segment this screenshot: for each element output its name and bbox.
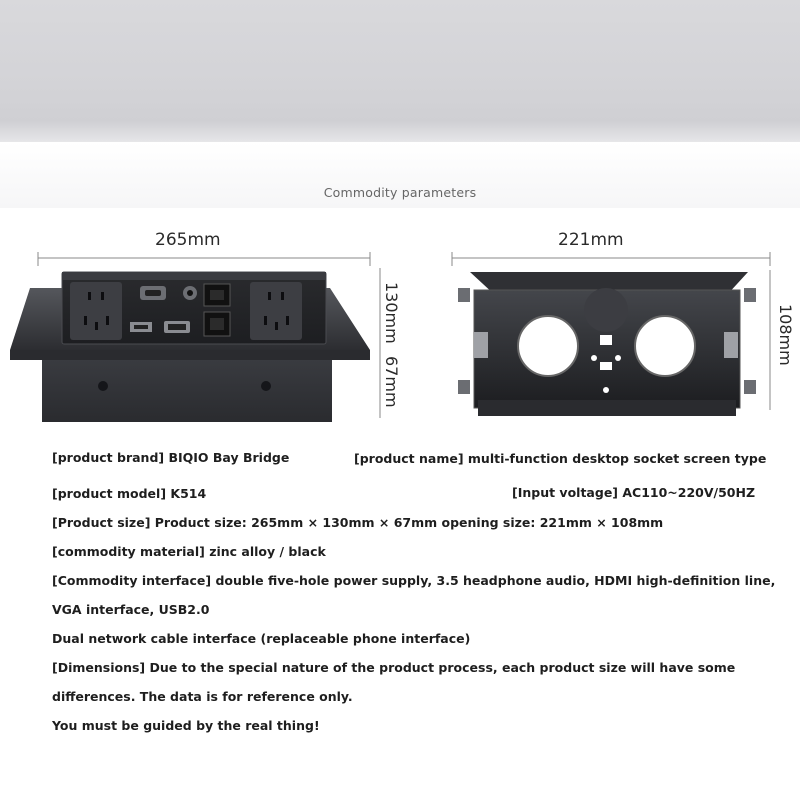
spec-dimensions-line1: [Dimensions] Due to the special nature of the product process, each product size will have some xyxy=(52,660,736,675)
left-height-label: 130mm xyxy=(382,282,401,344)
spec-note: You must be guided by the real thing! xyxy=(52,718,320,733)
right-width-label: 221mm xyxy=(558,230,624,250)
spec-material: [commodity material] zinc alloy / black xyxy=(52,544,326,559)
left-width-label: 265mm xyxy=(155,230,221,250)
right-height-label: 108mm xyxy=(776,304,795,366)
spec-product-size: [Product size] Product size: 265mm × 130mm × 67mm opening size: 221mm × 108mm xyxy=(52,515,664,530)
left-depth-label: 67mm xyxy=(382,356,401,408)
section-caption: Commodity parameters xyxy=(323,185,477,200)
spec-product-model: [product model] K514 xyxy=(52,486,207,501)
spec-dimensions-line2: differences. The data is for reference only. xyxy=(52,689,353,704)
spec-interface-line2: VGA interface, USB2.0 xyxy=(52,602,210,617)
spec-network-interface: Dual network cable interface (replaceable phone interface) xyxy=(52,631,471,646)
spec-product-name: [product name] multi-function desktop socket screen type xyxy=(354,451,767,466)
spec-input-voltage: [Input voltage] AC110~220V/50HZ xyxy=(512,485,756,500)
desktop-socket-box xyxy=(10,272,370,422)
width-dimension-line-left xyxy=(38,252,370,266)
mounting-bracket xyxy=(458,272,756,416)
spec-interface-line1: [Commodity interface] double five-hole power supply, 3.5 headphone audio, HDMI high-definition line, xyxy=(52,573,776,588)
spec-product-brand: [product brand] BIQIO Bay Bridge xyxy=(52,450,290,465)
